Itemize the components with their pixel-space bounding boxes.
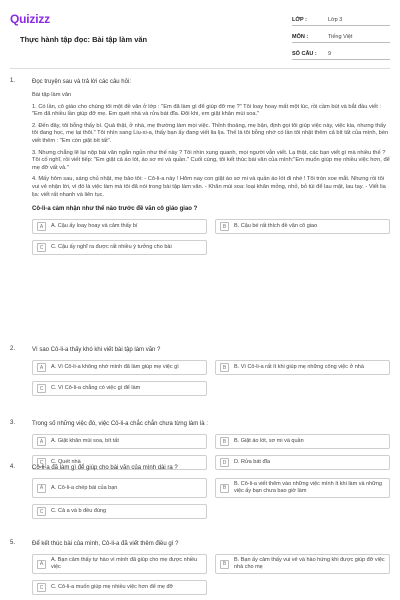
- option-letter: A: [37, 363, 46, 372]
- question-stem: Cô-li-a đã làm gì để giúp cho bài văn của mình dài ra ?: [32, 465, 178, 471]
- answer-option-c[interactable]: [32, 580, 207, 595]
- question-stem: Đọc truyện sau và trả lời các câu hỏi:: [32, 79, 131, 85]
- meta-key: SỐ CÂU :: [292, 51, 317, 57]
- option-letter: C: [37, 243, 46, 252]
- option-letter: B: [220, 437, 229, 446]
- answer-option-a[interactable]: [32, 434, 207, 449]
- answer-option-a[interactable]: [32, 478, 207, 498]
- answer-option-c[interactable]: [32, 504, 207, 519]
- reading-passage: [32, 92, 390, 199]
- question-number: 4.: [10, 464, 16, 470]
- question-number: 2.: [10, 346, 16, 352]
- answer-option-b[interactable]: [215, 434, 390, 449]
- option-letter: C: [37, 458, 46, 467]
- option-text: B. Vì Cô-li-a rất ít khi giúp mẹ những công việc ở nhà: [234, 364, 364, 370]
- worksheet-meta: [292, 12, 390, 63]
- passage-paragraph: 4. Mấy hôm sau, sáng chủ nhật, mẹ bảo tôi: - Cô-li-a này ! Hôm nay con giặt áo sơ mi và quần áo lót đi nhé ! Tôi tròn xoe mắt. Nhưng rồi tôi vui vẻ nhận lời, vì đó là việc làm mà tôi đã nói trong bài tập làm văn. - Khăn mùi soa: loại khăn mỏng, nhỏ, bỏ túi để lau mặt, lau tay. - Viết lia lịa: viết rất nhanh và liên tục.: [32, 176, 386, 198]
- option-text: A. Bạn cảm thấy tự hào vì mình đã giúp cho mẹ được nhiều việc: [51, 557, 198, 570]
- question-stem: Vì sao Cô-li-a thấy khó khi viết bài tập làm văn ?: [32, 347, 161, 353]
- option-letter: D: [220, 458, 229, 467]
- answer-option-a[interactable]: [32, 360, 207, 375]
- option-text: C. Quét nhà: [51, 459, 81, 465]
- option-text: A. Cô-li-a chép bài của bạn: [51, 484, 118, 491]
- answer-option-b[interactable]: [215, 360, 390, 375]
- passage-paragraph: 3. Nhưng chẳng lẽ lại nộp bài văn ngắn ngủn như thế này ? Tôi nhìn xung quanh, mọi người vẫn viết. Lạ thật, các bạn viết gì mà nhiều thế ? Tôi cố nghĩ, rồi viết tiếp: "Em giặt cả áo lót, áo sơ mi và quần." Cuối cùng, tôi kết thúc bài văn của mình:"Em muốn giúp mẹ nhiều việc hơn, để mẹ đỡ vất vả.": [32, 149, 390, 171]
- option-letter: C: [37, 384, 46, 393]
- option-letter: B: [220, 560, 229, 569]
- worksheet-header: [0, 0, 400, 66]
- question-stem: Để kết thúc bài của mình, Cô-li-a đã viết thêm điều gì ?: [32, 541, 179, 547]
- quizizz-logo: Quizizz: [10, 12, 50, 26]
- meta-row-class: [292, 12, 390, 26]
- option-text: D. Rửa bát đĩa: [234, 459, 271, 465]
- answer-option-a[interactable]: [32, 554, 207, 574]
- option-text: B. Bạn ấy cảm thấy vui vẻ và hào hứng khi được giúp đỡ việc nhà cho mẹ: [234, 557, 385, 570]
- answer-option-c[interactable]: [32, 240, 207, 255]
- answer-option-c[interactable]: [32, 381, 207, 396]
- worksheet-title: Thực hành tập đọc: Bài tập làm văn: [20, 35, 148, 44]
- option-text: A. Vì Cô-li-a không nhớ mình đã làm giúp mẹ việc gì: [51, 364, 179, 370]
- option-text: B. Giặt áo lót, sơ mi và quần: [234, 438, 304, 444]
- answer-option-b[interactable]: [215, 554, 390, 574]
- option-letter: A: [37, 222, 46, 231]
- meta-key: MÔN :: [292, 34, 309, 40]
- option-letter: B: [220, 222, 229, 231]
- passage-paragraph: 1. Có lần, cô giáo cho chúng tôi một đề văn ở lớp : "Em đã làm gì để giúp đỡ mẹ ?" Tôi loay hoay mất một lúc, rồi cầm bút và bắt đầu viết : "Em đã nhiều lần giúp đỡ mẹ. Em quét nhà và rửa bát đĩa. Đôi khi, em giặt khăn mùi soa.": [32, 103, 381, 118]
- passage-paragraph: 2. Đến đây, tôi bỗng thấy bí. Quả thật, ở nhà, mẹ thường làm mọi việc. Thỉnh thoảng, mẹ bận, định gọi tôi giúp việc này, việc kia, nhưng thấy tôi đang học, mẹ lại thôi." Tôi nhìn sang Liu-xi-a, thấy bạn ấy đang viết lia lịa. Thế là tôi bỗng nhớ có lần tôi nhặt thêm cả bít tất của mình, bèn viết thêm : "Em còn giặt bít tất".: [32, 122, 389, 144]
- meta-value: Tiếng Việt: [328, 34, 353, 40]
- option-text: C. Cả a và b đều đúng: [51, 508, 107, 514]
- meta-row-count: [292, 46, 390, 60]
- answer-options: [32, 219, 390, 255]
- option-text: B. Cậu bé rất thích đề văn cô giao: [234, 223, 318, 230]
- meta-value: Lớp 3: [328, 17, 343, 23]
- answer-option-a[interactable]: [32, 219, 207, 234]
- passage-title: Bài tập làm văn: [32, 92, 72, 98]
- option-letter: C: [37, 583, 46, 592]
- option-letter: A: [37, 437, 46, 446]
- option-letter: C: [37, 507, 46, 516]
- question-number: 1.: [10, 78, 16, 84]
- meta-value: 9: [328, 51, 332, 57]
- question-number: 5.: [10, 540, 16, 546]
- option-letter: A: [37, 484, 46, 493]
- option-text: C. Vì Cô-li-a chẳng có việc gì để làm: [51, 385, 141, 391]
- option-letter: B: [220, 363, 229, 372]
- option-letter: B: [220, 484, 229, 493]
- header-divider: [10, 68, 390, 69]
- option-text: A. Giặt khăn mùi soa, bít tất: [51, 438, 119, 444]
- option-text: C. Cô-li-a muốn giúp mẹ nhiều việc hơn để mẹ đỡ: [51, 584, 174, 590]
- option-text: A. Cậu ấy loay hoay và cảm thấy bí: [51, 223, 138, 230]
- meta-key: LỚP :: [292, 17, 307, 23]
- option-text: B. Cô-li-a viết thêm vào những việc mình ít khi làm và những việc ấy bạn chưa bao giờ làm: [234, 481, 382, 494]
- option-text: C. Cậu ấy nghĩ ra được rất nhiều ý tưởng cho bài: [51, 244, 172, 251]
- option-letter: A: [37, 560, 46, 569]
- answer-options: [32, 554, 390, 595]
- question-number: 3.: [10, 420, 16, 426]
- answer-options: [32, 478, 390, 519]
- answer-options: [32, 360, 390, 396]
- question-prompt: Cô-li-a cảm nhận như thế nào trước đề văn cô giáo giao ?: [32, 206, 198, 213]
- question-stem: Trong số những việc đó, việc Cô-li-a chắc chắn chưa từng làm là :: [32, 421, 208, 427]
- answer-option-b[interactable]: [215, 478, 390, 498]
- answer-option-b[interactable]: [215, 219, 390, 234]
- meta-row-subject: [292, 29, 390, 43]
